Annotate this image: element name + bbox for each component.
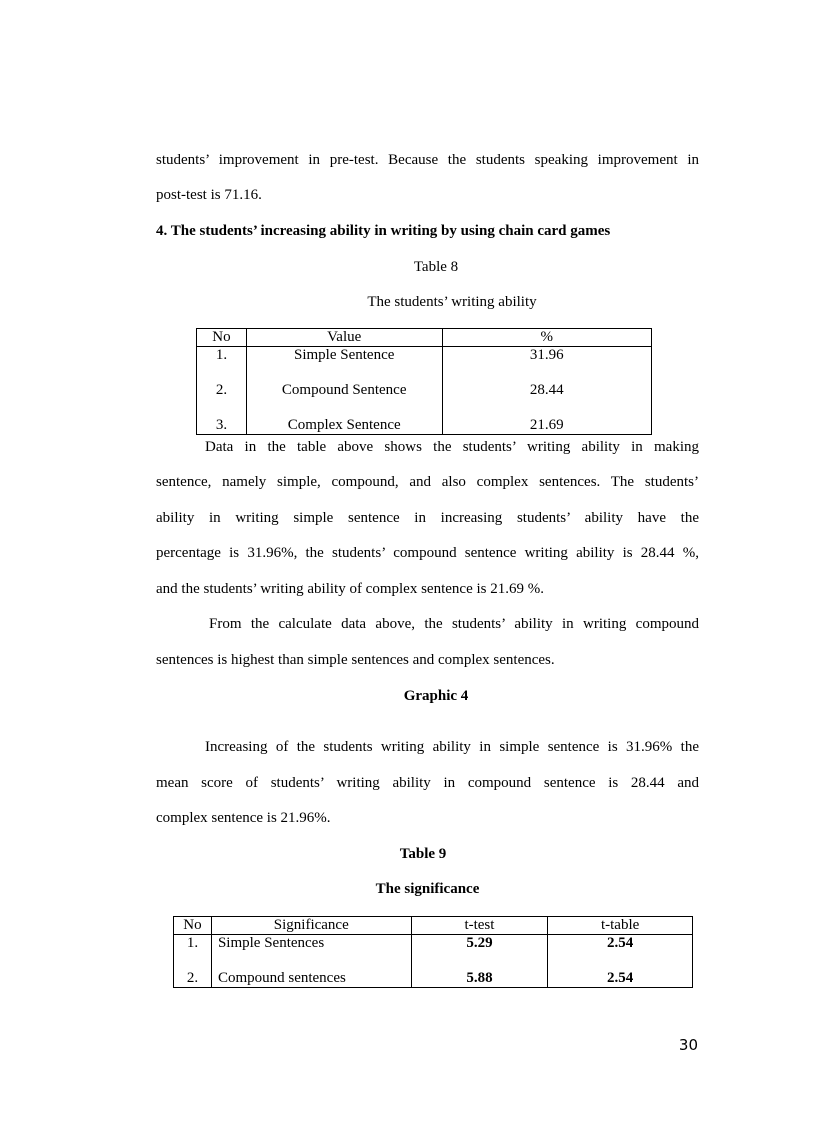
table-cell: 28.44 [442,382,651,417]
paragraph-line: Data in the table above shows the students’ writing ability in making [205,439,699,455]
table-header-cell: No [174,917,212,935]
table-cell: 2.54 [548,935,693,970]
table-cell: 31.96 [442,347,651,382]
table-cell: 3. [197,417,247,435]
table9 [173,916,693,988]
table-cell: Simple Sentence [246,347,442,382]
table-header-cell: t-test [411,917,548,935]
table-cell: Complex Sentence [246,417,442,435]
table-row [197,347,652,382]
table-row [174,970,693,988]
table-header-row [174,917,693,935]
table-cell: 21.69 [442,417,651,435]
table-header-cell: Value [246,329,442,347]
paragraph-line: complex sentence is 21.96%. [156,810,331,826]
paragraph-line: sentence, namely simple, compound, and also complex sentences. The students’ [156,474,699,490]
table8 [196,328,652,435]
paragraph-line: Increasing of the students writing ability in simple sentence is 31.96% the [205,739,699,755]
table-cell: Compound sentences [211,970,411,988]
table-cell: 5.29 [411,935,548,970]
table-cell: 2. [174,970,212,988]
paragraph-line: ability in writing simple sentence in increasing students’ ability have the [156,510,699,526]
paragraph-line: From the calculate data above, the students’ ability in writing compound [209,616,699,632]
table-row [174,935,693,970]
table8-label: Table 8 [413,259,459,275]
page-number: 30 [678,1036,698,1054]
section-heading: 4. The students’ increasing ability in writing by using chain card games [156,223,611,239]
graphic4-label: Graphic 4 [403,688,469,704]
paragraph-line: and the students’ writing ability of complex sentence is 21.69 %. [156,581,544,597]
table-header-cell: t-table [548,917,693,935]
table-cell: 1. [197,347,247,382]
paragraph-line: sentences is highest than simple sentences and complex sentences. [156,652,555,668]
table-cell: 2.54 [548,970,693,988]
table-header-cell: % [442,329,651,347]
table-header-cell: Significance [211,917,411,935]
table-cell: Simple Sentences [211,935,411,970]
table8-title: The students’ writing ability [367,294,537,310]
paragraph-line: post-test is 71.16. [156,187,262,203]
table-cell: Compound Sentence [246,382,442,417]
paragraph-line: students’ improvement in pre-test. Because the students speaking improvement in [156,152,699,168]
table-cell: 2. [197,382,247,417]
table-cell: 1. [174,935,212,970]
table-header-row [197,329,652,347]
table9-label: Table 9 [399,846,447,862]
paragraph-line: mean score of students’ writing ability in compound sentence is 28.44 and [156,775,699,791]
table-cell: 5.88 [411,970,548,988]
paragraph-line: percentage is 31.96%, the students’ compound sentence writing ability is 28.44 %, [156,545,699,561]
table-row [197,382,652,417]
table9-title: The significance [375,881,480,897]
table-row [197,417,652,435]
table-header-cell: No [197,329,247,347]
